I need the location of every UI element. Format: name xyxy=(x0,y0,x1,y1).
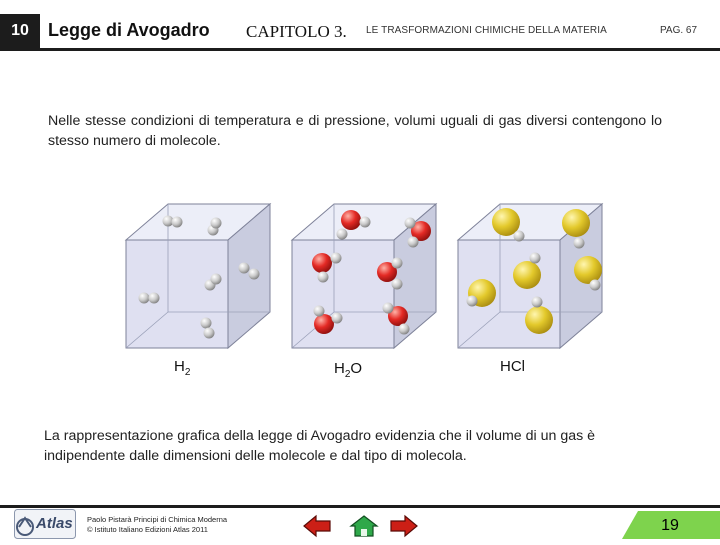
page-number-badge xyxy=(620,510,720,540)
slide-title: Legge di Avogadro xyxy=(48,20,210,40)
chapter-subtitle: LE TRASFORMAZIONI CHIMICHE DELLA MATERIA xyxy=(366,25,607,36)
figure-caption: La rappresentazione grafica della legge di Avogadro evidenzia che il volume di un gas è indipendente dalle dimensioni delle molecole e dal tipo di molecola. xyxy=(44,428,596,464)
formula-subscript: 2 xyxy=(184,367,191,378)
formula-subscript: 2 xyxy=(344,369,351,380)
chapter-number-badge xyxy=(0,14,40,48)
next-arrow-icon xyxy=(389,514,419,538)
formula-h2 xyxy=(174,358,190,378)
formula-main: HCl xyxy=(500,358,525,375)
home-icon xyxy=(349,514,379,538)
atlas-logo xyxy=(14,509,76,539)
chapter-label: CAPITOLO 3. xyxy=(246,22,347,41)
credit-book: Paolo Pistarà Principi di Chimica Moderna xyxy=(87,515,228,524)
logo-text: Atlas xyxy=(36,515,73,532)
previous-arrow-icon xyxy=(302,514,332,538)
home-button[interactable] xyxy=(349,514,379,538)
chapter-number: 10 xyxy=(11,22,29,39)
header-divider xyxy=(0,48,720,51)
next-button[interactable] xyxy=(389,514,419,538)
footer-credits xyxy=(87,515,227,535)
footer-divider xyxy=(0,505,720,508)
formula-hcl xyxy=(500,358,525,375)
formula-main: H xyxy=(174,358,185,375)
intro-paragraph: Nelle stesse condizioni di temperatura e di pressione, volumi uguali di gas diversi contengono lo stesso numero di molecole. xyxy=(48,113,662,149)
page-number: 19 xyxy=(661,517,679,534)
gas-container-hcl xyxy=(458,204,602,348)
formula-h2o xyxy=(334,360,362,380)
formula-main: H xyxy=(334,360,345,377)
credit-publisher: © Istituto Italiano Edizioni Atlas 2011 xyxy=(87,525,208,534)
previous-button[interactable] xyxy=(302,514,332,538)
gas-container-h2o xyxy=(292,204,436,348)
formula-tail: O xyxy=(350,360,363,377)
gas-container-h2 xyxy=(126,204,270,348)
page-label: PAG. 67 xyxy=(660,25,698,36)
